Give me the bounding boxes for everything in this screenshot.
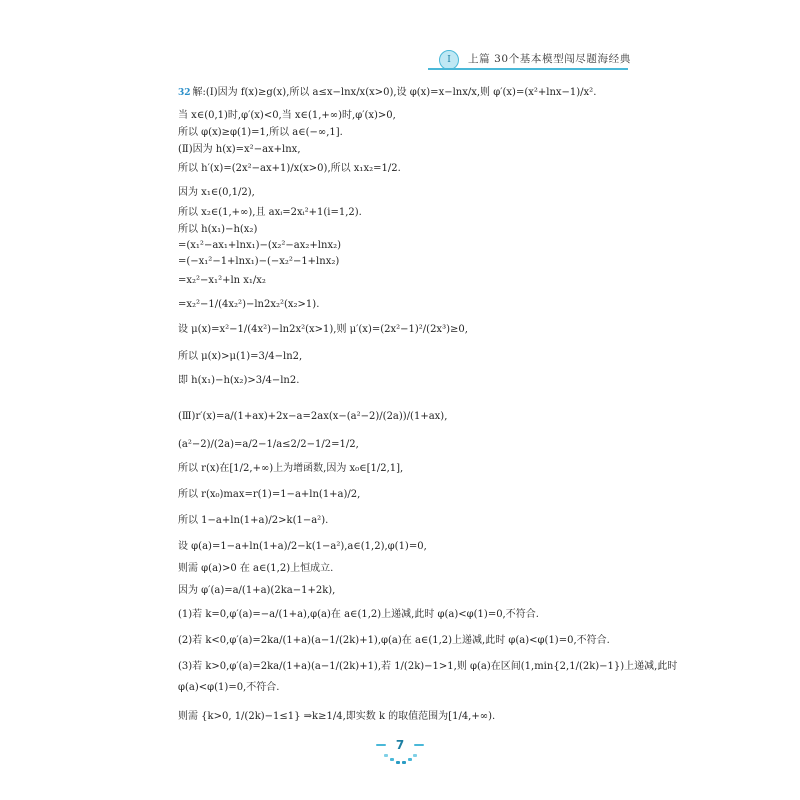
solution-line: 即 h(x₁)−h(x₂)>3/4−ln2.	[178, 375, 300, 386]
solution-line	[178, 86, 596, 100]
solution-line: (2)若 k<0,φ′(a)=2ka/(1+a)(a−1/(2k)+1),φ(a)在 a∈(1,2)上递减,此时 φ(a)<φ(1)=0,不符合.	[178, 635, 610, 646]
page-number: 7	[395, 738, 405, 752]
solution-line: (a²−2)/(2a)=a/2−1/a≤2/2−1/2=1/2,	[178, 439, 359, 450]
solution-line: (Ⅲ)r′(x)=a/(1+ax)+2x−a=2ax(x−(a²−2)/(2a))/(1+ax),	[178, 411, 448, 422]
solution-line: 所以 μ(x)>μ(1)=3/4−ln2,	[178, 351, 303, 362]
solution-line: 设 φ(a)=1−a+ln(1+a)/2−k(1−a²),a∈(1,2),φ(1)=0,	[178, 541, 427, 552]
solution-line: (3)若 k>0,φ′(a)=2ka/(1+a)(a−1/(2k)+1),若 1/(2k)−1>1,则 φ(a)在区间(1,min{2,1/(2k)−1})上递减,此时	[178, 661, 678, 672]
solution-line: 则需 {k>0, 1/(2k)−1≤1} ⇒k≥1/4,即实数 k 的取值范围为[1/4,+∞).	[178, 711, 496, 722]
solution-line: =x₂²−1/(4x₂²)−ln2x₂²(x₂>1).	[178, 299, 320, 310]
chapter-badge-icon: Ⅰ	[439, 50, 459, 70]
solution-line: (Ⅱ)因为 h(x)=x²−ax+lnx,	[178, 144, 301, 155]
solution-line: 因为 φ′(a)=a/(1+a)(2ka−1+2k),	[178, 585, 336, 596]
solution-line: 所以 φ(x)≥φ(1)=1,所以 a∈(−∞,1].	[178, 127, 343, 138]
solution-line: (1)若 k=0,φ′(a)=−a/(1+a),φ(a)在 a∈(1,2)上递减,此时 φ(a)<φ(1)=0,不符合.	[178, 609, 539, 620]
solution-line: 所以 h′(x)=(2x²−ax+1)/x(x>0),所以 x₁x₂=1/2.	[178, 163, 401, 174]
solution-line: =(−x₁²−1+lnx₁)−(−x₂²−1+lnx₂)	[178, 256, 340, 267]
solution-line: =x₂²−x₁²+ln x₁/x₂	[178, 275, 266, 286]
line-text: 解:(Ⅰ)因为 f(x)≥g(x),所以 a≤x−lnx/x(x>0),设 φ(x)=x−lnx/x,则 φ′(x)=(x²+lnx−1)/x².	[192, 87, 597, 98]
page-footer	[370, 738, 430, 768]
header-divider	[428, 68, 628, 70]
footer-dash-left	[376, 744, 386, 746]
solution-line: 所以 r(x₀)max=r(1)=1−a+ln(1+a)/2,	[178, 489, 361, 500]
solution-line: 所以 1−a+ln(1+a)/2>k(1−a²).	[178, 515, 329, 526]
solution-line: 所以 r(x)在[1/2,+∞)上为增函数,因为 x₀∈[1/2,1],	[178, 463, 404, 474]
solution-line: 则需 φ(a)>0 在 a∈(1,2)上恒成立.	[178, 563, 334, 574]
page-ornament-icon	[382, 752, 418, 766]
solution-line: 所以 h(x₁)−h(x₂)	[178, 224, 258, 235]
problem-number-label: 32	[178, 88, 191, 98]
solution-line: 因为 x₁∈(0,1/2),	[178, 187, 255, 198]
footer-dash-right	[414, 744, 424, 746]
header-title: 上篇 30个基本模型闯尽题海经典	[468, 53, 631, 65]
solution-line: 当 x∈(0,1)时,φ′(x)<0,当 x∈(1,+∞)时,φ′(x)>0,	[178, 110, 396, 121]
solution-line: φ(a)<φ(1)=0,不符合.	[178, 682, 280, 693]
solution-line: =(x₁²−ax₁+lnx₁)−(x₂²−ax₂+lnx₂)	[178, 240, 341, 251]
solution-line: 设 μ(x)=x²−1/(4x²)−ln2x²(x>1),则 μ′(x)=(2x²−1)²/(2x³)≥0,	[178, 324, 468, 335]
solution-line: 所以 x₂∈(1,+∞),且 axᵢ=2xᵢ²+1(i=1,2).	[178, 207, 362, 218]
